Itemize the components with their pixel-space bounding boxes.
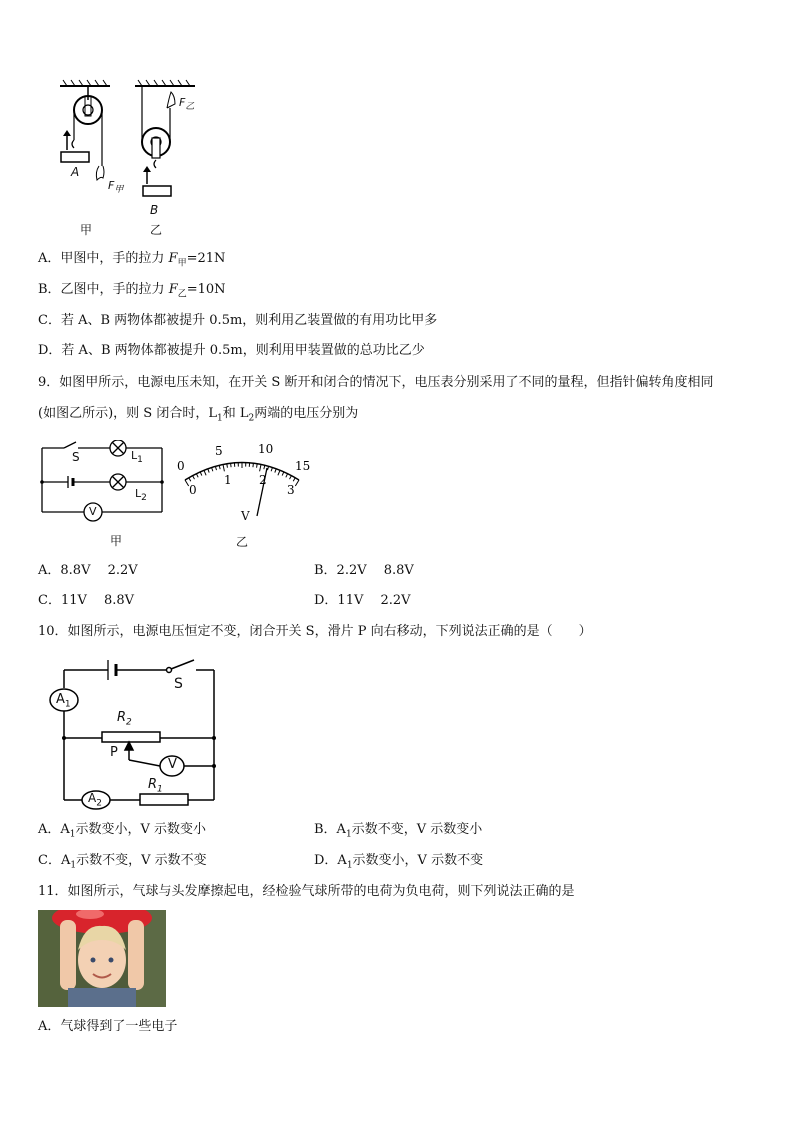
q10-d-pre: D．A [314, 853, 347, 868]
q10-c-pre: C．A [38, 853, 71, 868]
f-yi-letter: F [179, 96, 186, 109]
q10-a-sub: 1 [69, 829, 76, 840]
q8-a-f: F [168, 251, 178, 266]
dial-tick [208, 469, 209, 473]
q9-option-c: C．11V 8.8V [38, 593, 135, 608]
label-a: A [71, 165, 80, 179]
q11-option-a: A．气球得到了一些电子 [38, 1019, 178, 1034]
label-f-yi [179, 96, 194, 112]
q10-label-v: V [168, 757, 177, 772]
dial-tick [260, 464, 261, 471]
q10-c-post: 示数不变，V 示数不变 [76, 853, 207, 868]
q10-b-pre: B．A [314, 822, 346, 837]
q10-option-b [314, 821, 482, 844]
q9-option-b: B．2.2V 8.8V [314, 563, 414, 578]
dial-tick [223, 464, 224, 471]
q9-label-s: S [72, 450, 80, 464]
q9-stem-sub1: 1 [216, 413, 223, 424]
dial-tick [295, 480, 299, 486]
q9-l2-letter: L [135, 487, 142, 500]
q9-l1-sub: 1 [137, 455, 143, 466]
dial-tick [200, 472, 202, 476]
q10-a-post: 示数变小，V 示数变小 [75, 822, 207, 837]
dial-tick [271, 467, 272, 471]
q10-label-a1 [56, 692, 71, 710]
dial-tick [227, 464, 228, 468]
q10-r1-sub: 1 [157, 784, 163, 795]
balloon-photo [38, 910, 166, 1007]
dial-tick [196, 474, 198, 478]
dial-tick [215, 466, 216, 470]
q10-r1-letter: R [148, 777, 158, 792]
q8-option-b [38, 281, 226, 304]
q11-stem: 11．如图所示，气球与头发摩擦起电，经检验气球所带的电荷为负电荷，则下列说法正确的是 [38, 884, 575, 899]
top-scale-0: 0 [177, 459, 185, 473]
f-jia-letter: F [108, 179, 115, 192]
q8-option-a [38, 250, 225, 273]
dial-tick [267, 466, 268, 470]
q10-d-post: 示数变小，V 示数不变 [352, 853, 484, 868]
dial-tick [278, 470, 280, 475]
q9-option-a: A．8.8V 2.2V [38, 563, 138, 578]
q9-l2-sub: 2 [141, 493, 147, 504]
q9-meter-v: V [241, 509, 250, 523]
dial-tick [189, 478, 191, 481]
dial-tick [204, 470, 206, 475]
q9-stem-pre: (如图乙所示)，则 S 闭合时，L [38, 406, 217, 421]
q10-r2-sub: 2 [126, 717, 132, 728]
q10-a2-letter: A [88, 791, 97, 805]
top-scale-15: 15 [295, 459, 311, 473]
q8-a-sub: 甲 [177, 258, 187, 269]
q8-option-d: D．若 A、B 两物体都被提升 0.5m，则利用甲装置做的总功比乙少 [38, 343, 425, 358]
q10-label-p: P [110, 745, 118, 760]
balloon-photo-drawing [38, 910, 166, 1007]
q9-label-l1 [131, 449, 143, 465]
q8-option-c: C．若 A、B 两物体都被提升 0.5m，则利用乙装置做的有用功比甲多 [38, 313, 438, 328]
q10-label-a2 [88, 791, 102, 808]
bottom-scale-0: 0 [189, 483, 197, 497]
q8-a-post: =21N [186, 251, 226, 266]
q10-a1-sub: 1 [64, 699, 71, 710]
f-jia-sub: 甲 [114, 185, 124, 196]
q10-a1-letter: A [56, 692, 65, 707]
q10-option-d [314, 852, 483, 875]
q10-label-s: S [174, 676, 183, 692]
q10-a2-sub: 2 [96, 798, 102, 809]
caption-yi: 乙 [150, 223, 163, 237]
q10-stem: 10．如图所示，电源电压恒定不变，闭合开关 S，滑片 P 向右移动，下列说法正确的是（ ） [38, 624, 592, 639]
q9-stem-mid: 和 L [222, 406, 249, 421]
caption-jia: 甲 [80, 223, 93, 237]
q10-a-pre: A．A [38, 822, 70, 837]
q10-option-c [38, 852, 207, 875]
bottom-scale-3: 3 [287, 483, 295, 497]
bottom-scale-2: 2 [259, 473, 267, 487]
q9-stem-line1: 9．如图甲所示，电源电压未知，在开关 S 断开和闭合的情况下，电压表分别采用了不同的量程，但指针偏转角度相同 [38, 375, 714, 390]
fixed-pulley [61, 86, 104, 180]
q10-d-sub: 1 [346, 860, 353, 871]
q10-label-r2 [117, 710, 132, 728]
q8-a-pre: A．甲图中，手的拉力 [38, 251, 169, 266]
dial-tick [293, 478, 295, 481]
q9-caption-yi: 乙 [236, 535, 249, 549]
q9-stem-sub2: 2 [248, 413, 255, 424]
q10-r2-letter: R [117, 710, 127, 725]
q9-stem-post: 两端的电压分别为 [254, 406, 359, 421]
ceiling-left [60, 80, 110, 86]
dial-tick [282, 472, 284, 476]
dial-tick [275, 469, 276, 473]
q9-caption-jia: 甲 [110, 534, 123, 548]
dial-tick [286, 474, 288, 478]
q10-c-sub: 1 [70, 860, 77, 871]
q9-stem-line2 [38, 405, 358, 428]
q8-b-post: =10N [186, 282, 226, 297]
q10-b-post: 示数不变，V 示数变小 [351, 822, 483, 837]
f-yi-sub: 乙 [185, 102, 195, 113]
dial-tick [264, 465, 265, 469]
q9-voltmeter-dial [175, 440, 315, 520]
dial-tick [290, 476, 292, 480]
q9-label-v: V [89, 505, 97, 518]
ceiling-right [135, 80, 195, 86]
movable-pulley [142, 86, 175, 196]
dial-tick [193, 476, 195, 480]
q10-circuit-diagram [44, 652, 224, 812]
bottom-scale-1: 1 [224, 473, 232, 487]
top-scale-5: 5 [215, 444, 223, 458]
q9-label-l2 [135, 487, 147, 503]
q10-label-r1 [148, 777, 163, 795]
q10-b-sub: 1 [345, 829, 352, 840]
q8-b-f: F [168, 282, 178, 297]
label-f-jia [108, 179, 123, 195]
q8-b-pre: B．乙图中，手的拉力 [38, 282, 169, 297]
top-scale-10: 10 [258, 442, 274, 456]
dial-tick [219, 465, 220, 469]
q9-circuit-diagram [38, 440, 168, 525]
q8-b-sub: 乙 [177, 289, 187, 300]
q9-option-d: D．11V 2.2V [314, 593, 411, 608]
q10-option-a [38, 821, 206, 844]
q9-l1-letter: L [131, 449, 138, 462]
label-b: B [150, 203, 159, 217]
dial-tick [257, 464, 258, 468]
dial-tick [212, 467, 213, 471]
